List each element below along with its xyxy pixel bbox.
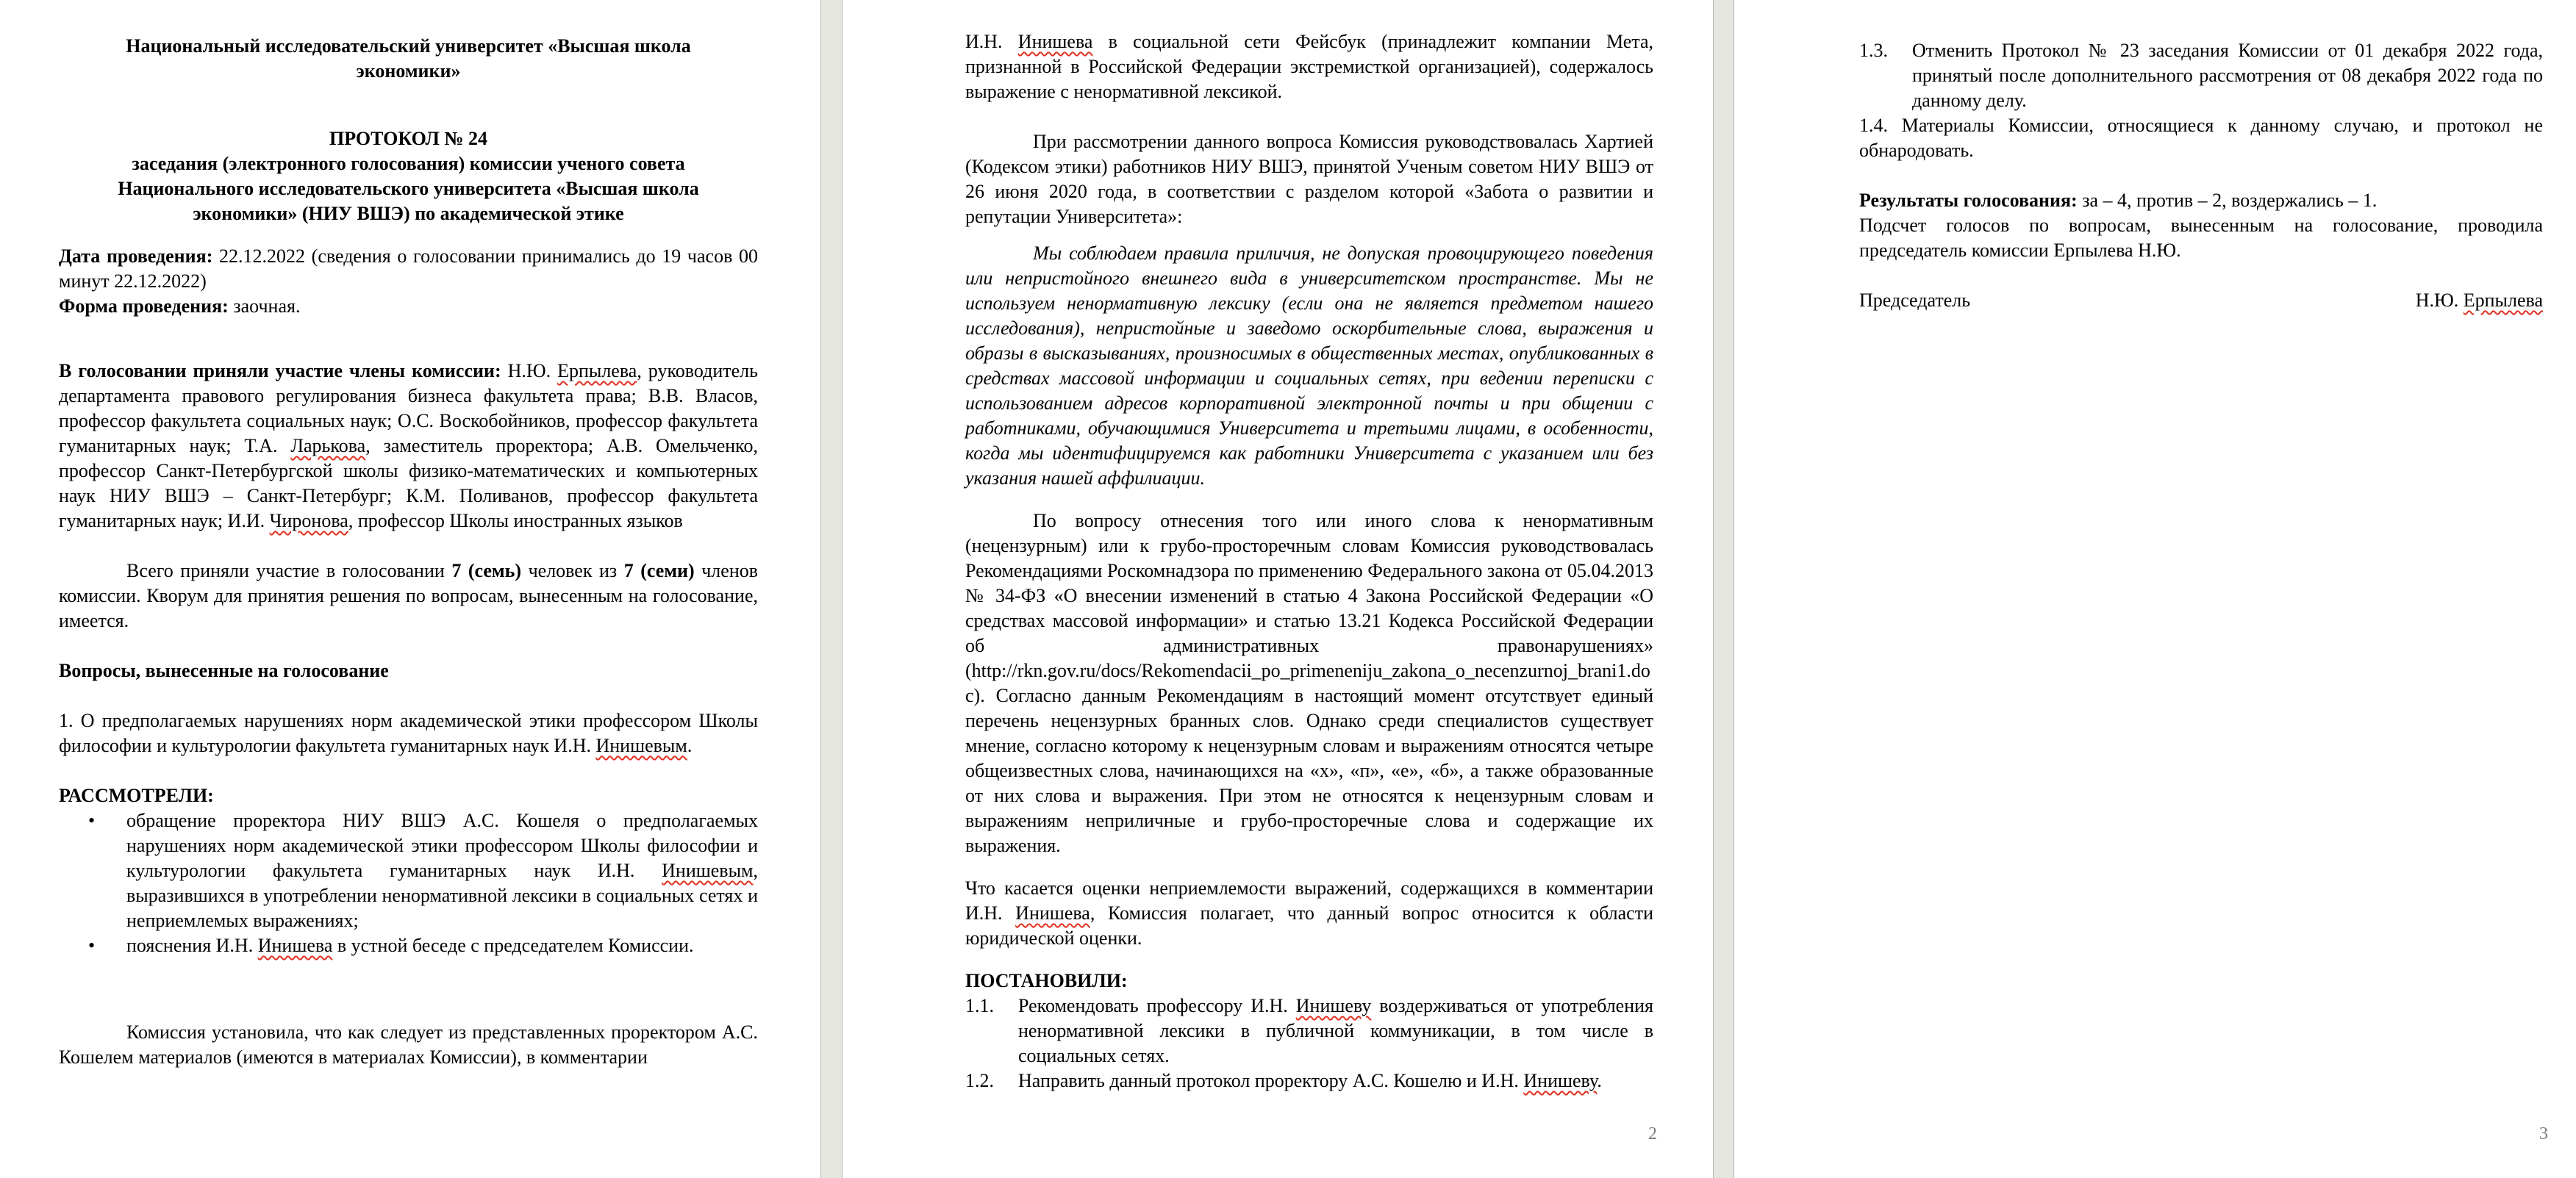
list-marker: • xyxy=(88,810,96,831)
spellcheck-flagged-text: Инишевым xyxy=(662,860,754,881)
text-run: воздерживаться от употребления ненормативной лексики в публичной коммуникации, в том числе в социальных сетях. xyxy=(1018,995,1654,1066)
signature-name xyxy=(2416,288,2543,313)
spellcheck-flagged-text: Ларькова xyxy=(290,435,366,456)
text-run: человек из xyxy=(521,560,624,581)
text-run: в устной беседе с председателем Комиссии. xyxy=(332,935,694,956)
text-run: И.Н. xyxy=(965,31,1018,52)
page-content xyxy=(965,29,1653,1093)
text-run: Н.Ю. xyxy=(501,360,558,381)
spellcheck-flagged-text: Инишева xyxy=(257,935,333,956)
signature-row xyxy=(1859,288,2543,313)
text-run: за – 4, против – 2, воздержались – 1. xyxy=(2077,190,2378,211)
page-number: 3 xyxy=(2539,1124,2548,1143)
paragraph xyxy=(1859,113,2543,163)
text-run: 7 (семь) xyxy=(451,560,522,581)
text-run: Национального исследовательского университета «Высшая школа xyxy=(118,178,699,199)
text-run: ПОСТАНОВИЛИ: xyxy=(965,970,1128,991)
text-run: заочная. xyxy=(228,295,301,317)
paragraph xyxy=(965,29,1653,104)
text-run: Дата проведения: xyxy=(59,245,213,267)
text-run: Председатель xyxy=(1859,290,1971,311)
text-run: Вопросы, вынесенные на голосование xyxy=(59,660,389,681)
text-run: 7 (семи) xyxy=(623,560,695,581)
page-number: 2 xyxy=(1648,1124,1657,1143)
text-run: По вопросу отнесения того или иного слова к ненормативным (нецензурным) или к грубо-просторечным словам Комиссия руководствовалась Рекомендациями Роскомнадзора по применению Федерального закона от 05.04.2013 № 34-ФЗ «О внесении изменений в статью 4 Закона Российской Федерации «О средствах массовой информации» и статью 13.21 Кодекса Российской Федерации об административных правонарушениях» (http://rkn.gov.ru/docs/Rekomendacii_po_primeneniju_zakona_o_necenzurnoj_brani1.doc). Согласно данным Рекомендациям в настоящий момент отсутствует единый перечень нецензурных бранных слов. Однако среди специалистов существует мнение, согласно которому к нецензурным словам и выражениям относятся четыре общеизвестных слова, начинающихся на «х», «п», «е», «б», а также образованные от них слова и выражения. При этом не относятся к нецензурным словам и выражениям неприличные и грубо-просторечные слова и содержащие их выражения. xyxy=(965,510,1653,856)
list-item xyxy=(965,994,1653,1069)
text-run: Национальный исследовательский университет «Высшая школа xyxy=(126,35,691,57)
text-run: , профессор Школы иностранных языков xyxy=(348,510,683,531)
paragraph xyxy=(59,559,758,633)
paragraph xyxy=(965,876,1653,951)
spellcheck-flagged-text: Инишевым xyxy=(595,735,687,756)
text-run: 1.4. Материалы Комиссии, относящиеся к данному случаю, и протокол не обнародовать. xyxy=(1859,115,2543,161)
list-item xyxy=(1859,38,2543,113)
paragraph xyxy=(965,241,1653,491)
paragraph xyxy=(59,658,758,683)
list-item xyxy=(965,1069,1653,1093)
spellcheck-flagged-text: Ерпылева xyxy=(557,360,637,381)
paragraph xyxy=(59,34,758,59)
text-run: 22.12.2022 (сведения о голосовании принимались до 19 часов 00 минут 22.12.2022) xyxy=(59,245,758,292)
text-run: Отменить Протокол № 23 заседания Комиссии от 01 декабря 2022 года, принятый после дополнительного рассмотрения от 08 декабря 2022 года по данному делу. xyxy=(1912,40,2543,111)
spellcheck-flagged-text: Инишева xyxy=(1015,902,1090,924)
paragraph xyxy=(1859,188,2543,213)
paragraph xyxy=(59,708,758,758)
text-run: в социальной сети Фейсбук (принадлежит компании Мета, признанной в Российской Федерации экстремисткой организацией), содержалось выражение с ненормативной лексикой. xyxy=(965,31,1653,102)
page-1 xyxy=(0,0,821,1178)
text-run: Мы соблюдаем правила приличия, не допуская провоцирующего поведения или непристойного внешнего вида в университетском пространстве. Мы не используем ненормативную лексику (если она не является предметом нашего исследования), непристойные и заведомо оскорбительные слова, выражения и образы в высказываниях, произносимых в общественных местах, опубликованных в средствах массовой информации и социальных сетях, при ведении переписки с использованием адресов корпоративной электронной почты и при общении с работниками, обучающимися Университета и третьими лицами, в особенности, когда мы идентифицируемся как работники Университета с указанием или без указания нашей аффилиации. xyxy=(965,243,1653,489)
paragraph xyxy=(1859,213,2543,263)
text-run: , заместитель проректора; А.В. Омельченко, профессор Санкт-Петербургской школы физико-математических и компьютерных наук НИУ ВШЭ – Санкт-Петербург; К.М. Поливанов, профессор факультета гуманитарных наук; И.И. xyxy=(59,435,758,531)
text-run: , руководитель департамента правового регулирования бизнеса факультета права; В.В. Власов, профессор факультета социальных наук; О.С. Воскобойников, профессор факультета гуманитарных наук; Т.А. xyxy=(59,360,758,456)
paragraph xyxy=(59,294,758,319)
list-marker: 1.3. xyxy=(1859,40,1888,61)
text-run: В голосовании приняли участие члены комиссии: xyxy=(59,360,501,381)
text-run: РАССМОТРЕЛИ: xyxy=(59,785,214,806)
page-3 xyxy=(1734,0,2576,1178)
spellcheck-flagged-text: Инишеву xyxy=(1295,995,1372,1016)
text-run: . xyxy=(687,735,693,756)
paragraph xyxy=(59,151,758,176)
page-content xyxy=(59,34,758,1070)
text-run: Подсчет голосов по вопросам, вынесенным на голосование, проводила председатель комиссии Ерпылева Н.Ю. xyxy=(1859,215,2543,261)
text-run: заседания (электронного голосования) комиссии ученого совета xyxy=(132,153,685,174)
text-run: Рекомендовать профессору И.Н. xyxy=(1018,995,1296,1016)
paragraph xyxy=(59,126,758,151)
paragraph xyxy=(59,244,758,294)
list-item xyxy=(59,933,758,958)
text-run: Всего приняли участие в голосовании xyxy=(126,560,452,581)
list-item xyxy=(59,808,758,933)
text-run: членов комиссии. Кворум для принятия решения по вопросам, вынесенным на голосование, имеется. xyxy=(59,560,759,631)
text-run: обращение проректора НИУ ВШЭ А.С. Кошеля о предполагаемых нарушениях норм академической этики профессором Школы философии и культурологии факультета гуманитарных наук И.Н. xyxy=(126,810,758,881)
text-run: , Комиссия полагает, что данный вопрос относится к области юридической оценки. xyxy=(965,902,1653,949)
text-run: Комиссия установила, что как следует из представленных проректором А.С. Кошелем материалов (имеются в материалах Комиссии), в комментарии xyxy=(59,1021,758,1068)
paragraph xyxy=(965,509,1653,858)
paragraph xyxy=(59,359,758,534)
list-marker: 1.1. xyxy=(965,995,994,1016)
paragraph xyxy=(965,969,1653,994)
text-run: , выразившихся в употреблении ненормативной лексики в социальных сетях и неприемлемых выражениях; xyxy=(126,860,758,931)
text-run: пояснения И.Н. xyxy=(126,935,258,956)
text-run: экономики» xyxy=(356,60,461,82)
page-2 xyxy=(842,0,1714,1178)
spellcheck-flagged-text: Инишеву xyxy=(1523,1070,1598,1091)
text-run: ПРОТОКОЛ № 24 xyxy=(329,128,488,149)
page-content xyxy=(1859,38,2543,313)
text-run: При рассмотрении данного вопроса Комиссия руководствовалась Хартией (Кодексом этики) работников НИУ ВШЭ, принятой Ученым советом НИУ ВШЭ от 26 июня 2020 года, в соответствии с разделом которой «Забота о развитии и репутации Университета»: xyxy=(965,131,1653,227)
text-run: 1. О предполагаемых нарушениях норм академической этики профессором Школы философии и культурологии факультета гуманитарных наук И.Н. xyxy=(59,710,758,756)
paragraph xyxy=(59,783,758,808)
text-run: Форма проведения: xyxy=(59,295,229,317)
spellcheck-flagged-text: Инишева xyxy=(1017,31,1093,52)
text-run: Направить данный протокол проректору А.С. Кошелю и И.Н. xyxy=(1018,1070,1524,1091)
text-run: Результаты голосования: xyxy=(1859,190,2078,211)
paragraph xyxy=(59,1020,758,1070)
text-run: Н.Ю. xyxy=(2415,290,2464,311)
list-marker: • xyxy=(88,935,96,956)
spellcheck-flagged-text: Ерпылева xyxy=(2463,290,2543,311)
signature-role xyxy=(1859,288,1970,313)
text-run: экономики» (НИУ ВШЭ) по академической этике xyxy=(193,203,624,224)
paragraph xyxy=(59,176,758,201)
paragraph xyxy=(59,59,758,84)
paragraph xyxy=(965,129,1653,229)
spellcheck-flagged-text: Чиронова xyxy=(269,510,348,531)
text-run: Что касается оценки неприемлемости выражений, содержащихся в комментарии И.Н. xyxy=(965,877,1653,924)
text-run: . xyxy=(1597,1070,1602,1091)
paragraph xyxy=(59,201,758,226)
list-marker: 1.2. xyxy=(965,1070,994,1091)
